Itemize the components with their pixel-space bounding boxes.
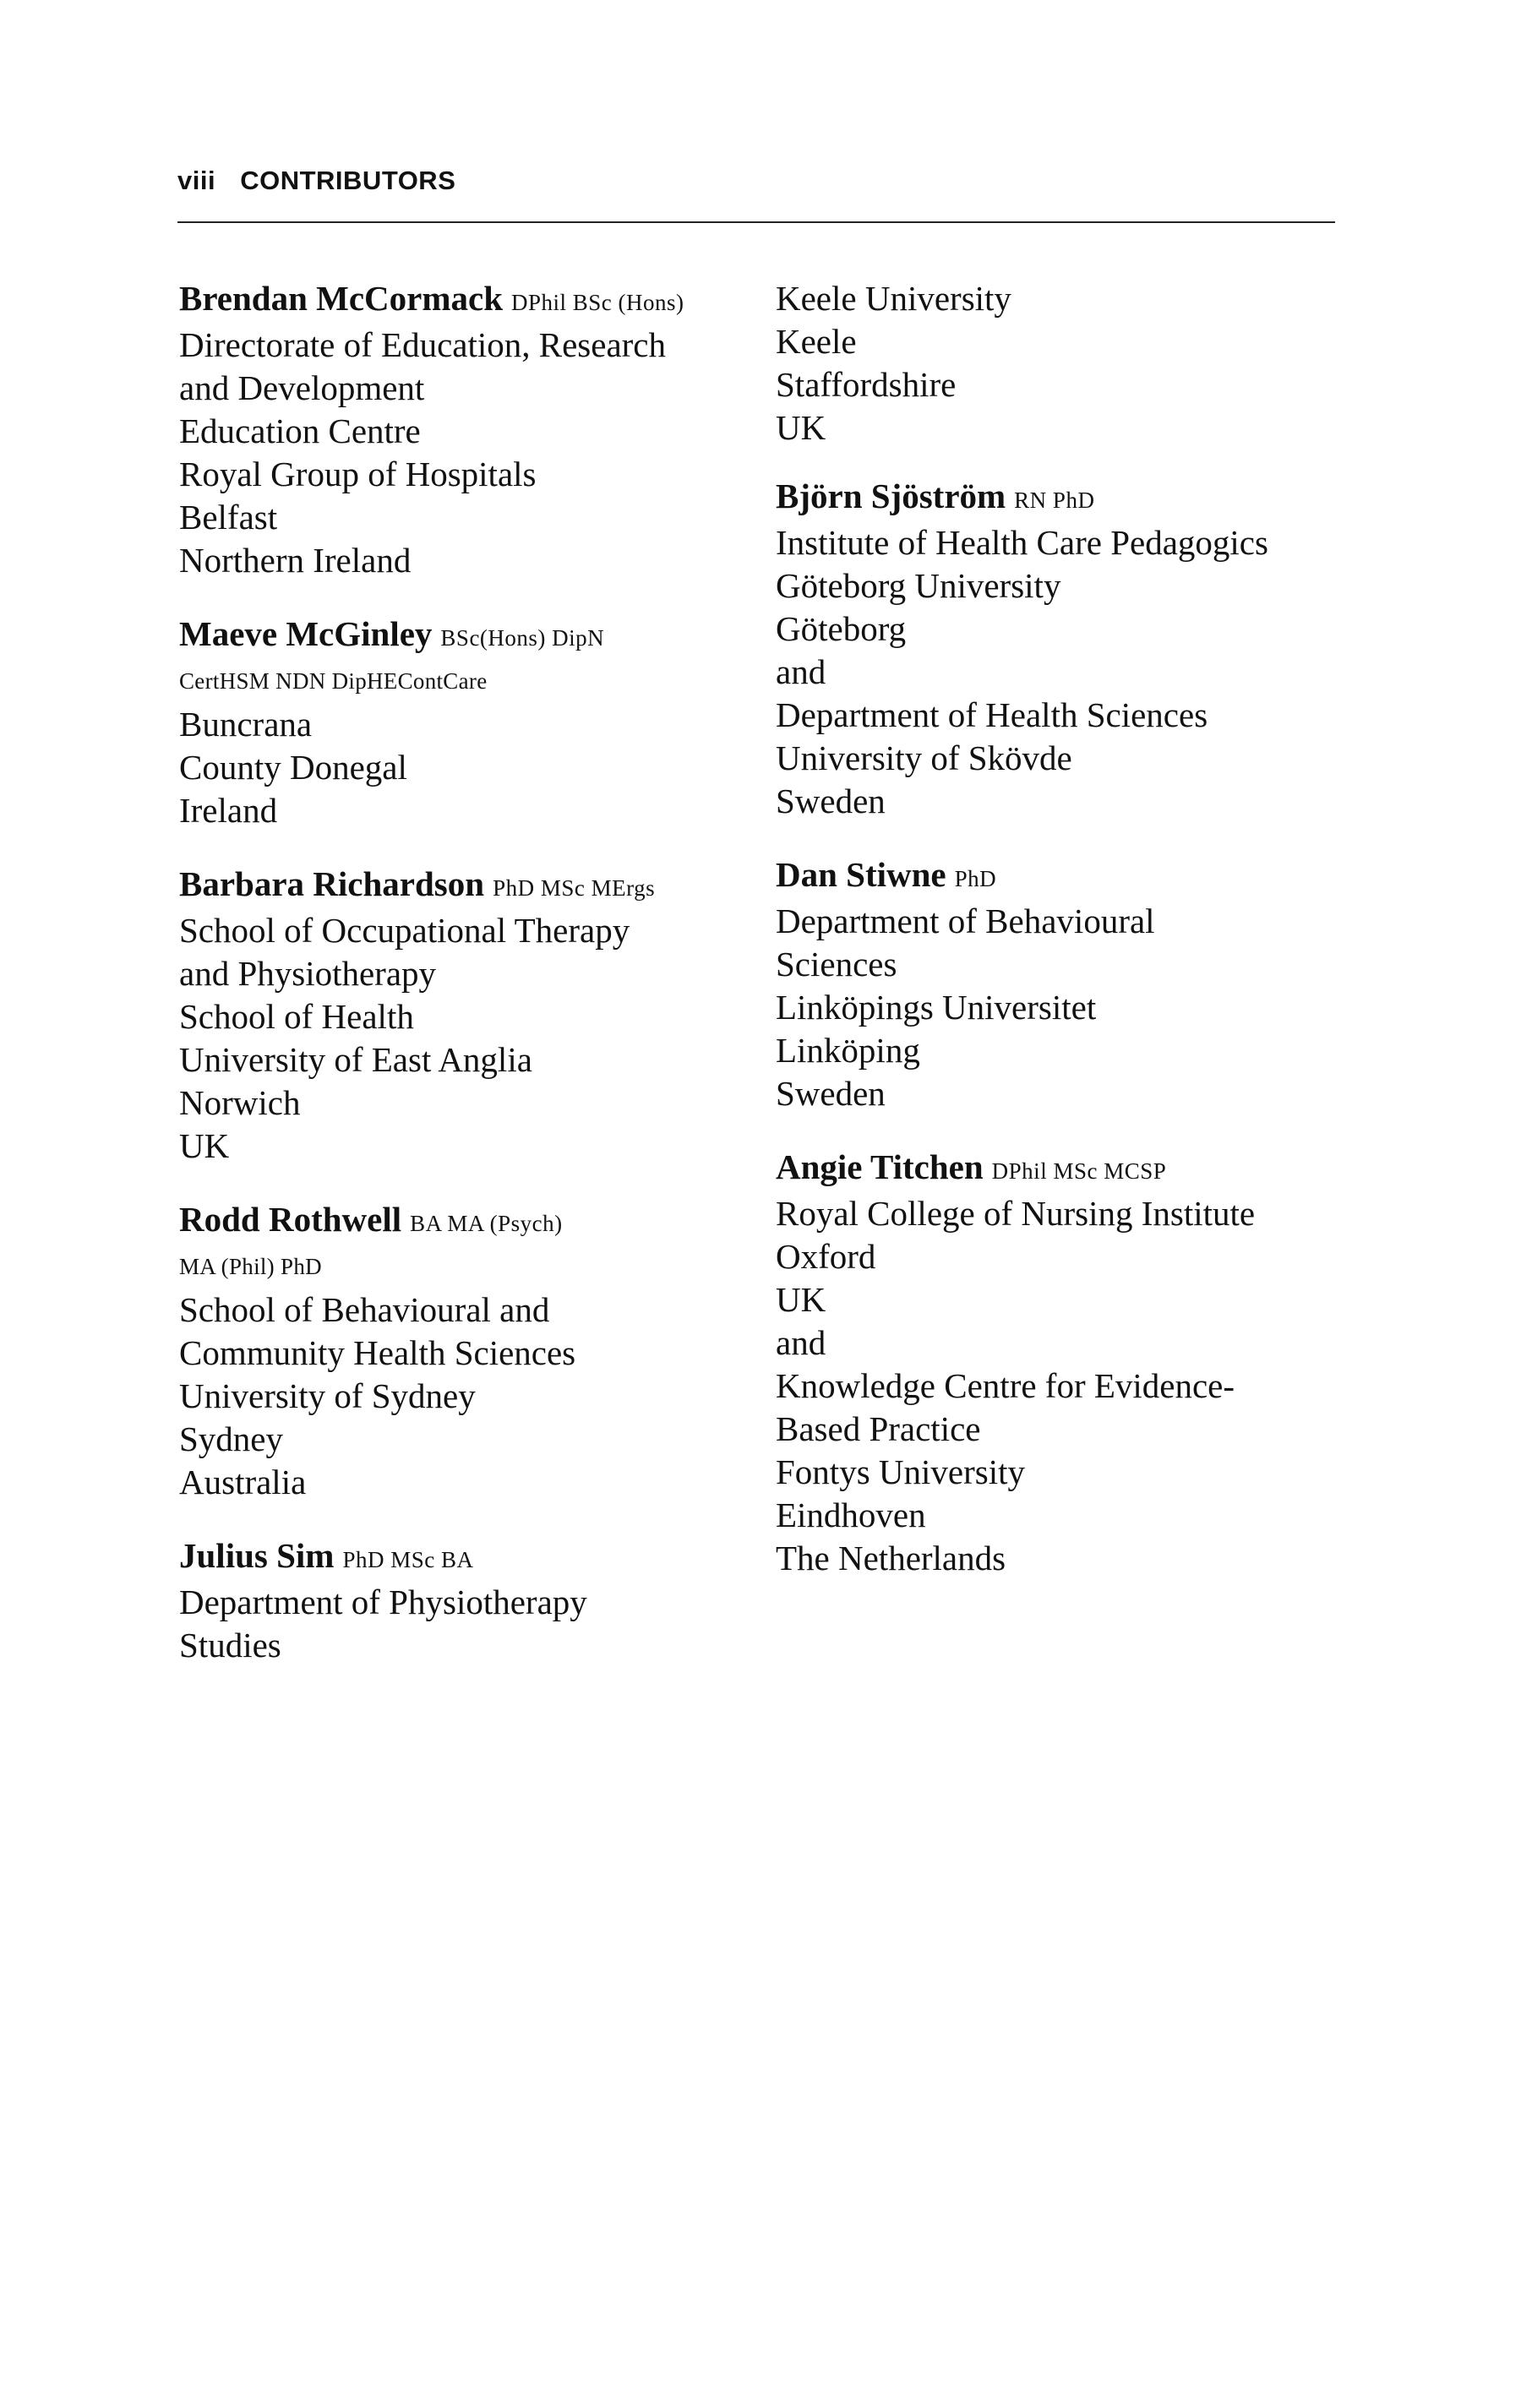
affiliation-line: Sydney (179, 1419, 283, 1458)
contributor-qualifications-continued: MA (Phil) PhD (179, 1254, 322, 1279)
affiliation-line: and Physiotherapy (179, 954, 437, 993)
affiliation-line: and Development (179, 368, 425, 407)
affiliation-line: Buncrana (179, 705, 313, 744)
contributor-name: Julius Sim (179, 1536, 335, 1575)
affiliation-line: Linköping (776, 1031, 920, 1070)
affiliation-line: Knowledge Centre for Evidence- (776, 1366, 1235, 1405)
left-column (179, 277, 762, 1697)
contributor-name: Angie Titchen (776, 1147, 984, 1186)
contributor-qualifications: RN PhD (1014, 488, 1095, 513)
contributor-name-line (179, 1534, 762, 1581)
affiliation-line: Fontys University (776, 1452, 1025, 1491)
affiliation-line: Department of Behavioural (776, 902, 1155, 940)
contributor-name-line (179, 1198, 762, 1245)
affiliation-line: School of Health (179, 997, 414, 1036)
contributor-qualifications: PhD MSc BA (342, 1547, 474, 1572)
affiliation-line: Göteborg (776, 609, 907, 648)
affiliation-line: Keele (776, 322, 857, 361)
contributor-name-line (179, 613, 762, 659)
affiliation-line: University of East Anglia (179, 1040, 532, 1079)
contributor-entry (179, 277, 762, 582)
affiliation-line: Institute of Health Care Pedagogics (776, 523, 1268, 562)
contributor-entry (179, 613, 762, 832)
affiliation-line: Linköpings Universitet (776, 988, 1097, 1027)
contributor-qualifications: BSc(Hons) DipN (440, 625, 605, 651)
contributor-name-line (179, 863, 762, 909)
continued-affiliation (776, 277, 1359, 449)
affiliation-line: Belfast (179, 498, 278, 537)
affiliation-line: The Netherlands (776, 1539, 1006, 1577)
affiliation-line: UK (776, 408, 826, 447)
page-header (177, 166, 455, 196)
contributor-name: Rodd Rothwell (179, 1200, 402, 1239)
section-title: CONTRIBUTORS (240, 166, 456, 195)
affiliation-line: Department of Physiotherapy (179, 1583, 587, 1621)
affiliation-line: University of Sydney (179, 1376, 476, 1415)
right-column (776, 277, 1359, 1610)
affiliation-line: Norwich (179, 1083, 301, 1122)
contributor-qualifications-continued: CertHSM NDN DipHEContCare (179, 668, 488, 694)
affiliation-line: Keele University (776, 279, 1011, 318)
contributor-name: Dan Stiwne (776, 855, 946, 894)
affiliation-line: Royal College of Nursing Institute (776, 1194, 1256, 1233)
affiliation-line: UK (776, 1280, 826, 1319)
affiliation-line: Oxford (776, 1237, 876, 1276)
contributor-qualifications: PhD MSc MErgs (493, 875, 656, 901)
affiliation-line: Directorate of Education, Research (179, 325, 667, 364)
page-number: viii (177, 166, 216, 195)
contributor-name: Maeve McGinley (179, 614, 433, 653)
contributor-qualifications: PhD (954, 866, 997, 891)
contributor-name-line (776, 1146, 1359, 1192)
contributor-qualifications: DPhil BSc (Hons) (511, 290, 684, 315)
affiliation-line: County Donegal (179, 748, 407, 787)
affiliation-line: Based Practice (776, 1409, 981, 1448)
contributor-name-line (776, 475, 1359, 521)
contributor-entry (776, 1146, 1359, 1580)
affiliation-line: Studies (179, 1626, 281, 1664)
affiliation-line: School of Occupational Therapy (179, 911, 630, 950)
affiliation-line: Sweden (776, 782, 886, 820)
affiliation-line: UK (179, 1126, 230, 1165)
affiliation-line: Department of Health Sciences (776, 695, 1208, 734)
affiliation-line: Royal Group of Hospitals (179, 455, 537, 493)
contributor-entry (179, 1534, 762, 1667)
contributor-entry (776, 853, 1359, 1115)
contributor-qualifications: DPhil MSc MCSP (991, 1158, 1167, 1184)
affiliation-line: Sweden (776, 1074, 886, 1113)
contributor-qualifications: BA MA (Psych) (410, 1211, 563, 1236)
contributor-name-line (776, 853, 1359, 900)
affiliation-line: and (776, 1323, 826, 1362)
header-rule (177, 221, 1335, 223)
affiliation-line: Northern Ireland (179, 541, 412, 580)
contributor-entry (179, 863, 762, 1168)
contributor-entry (776, 475, 1359, 823)
affiliation-line: Australia (179, 1463, 307, 1501)
affiliation-line: Staffordshire (776, 365, 957, 404)
affiliation-line: Göteborg University (776, 566, 1061, 605)
affiliation-line: Education Centre (179, 411, 421, 450)
affiliation-line: Eindhoven (776, 1495, 926, 1534)
contributor-name: Björn Sjöström (776, 477, 1006, 515)
contributor-name: Barbara Richardson (179, 864, 485, 903)
affiliation-line: and (776, 652, 826, 691)
affiliation-line: Community Health Sciences (179, 1333, 576, 1372)
affiliation-line: Sciences (776, 945, 897, 983)
contributor-name: Brendan McCormack (179, 279, 504, 318)
contributor-entry (179, 1198, 762, 1504)
affiliation-line: Ireland (179, 791, 278, 830)
contributor-name-line (179, 277, 762, 324)
affiliation-line: University of Skövde (776, 738, 1072, 777)
affiliation-line: School of Behavioural and (179, 1290, 550, 1329)
